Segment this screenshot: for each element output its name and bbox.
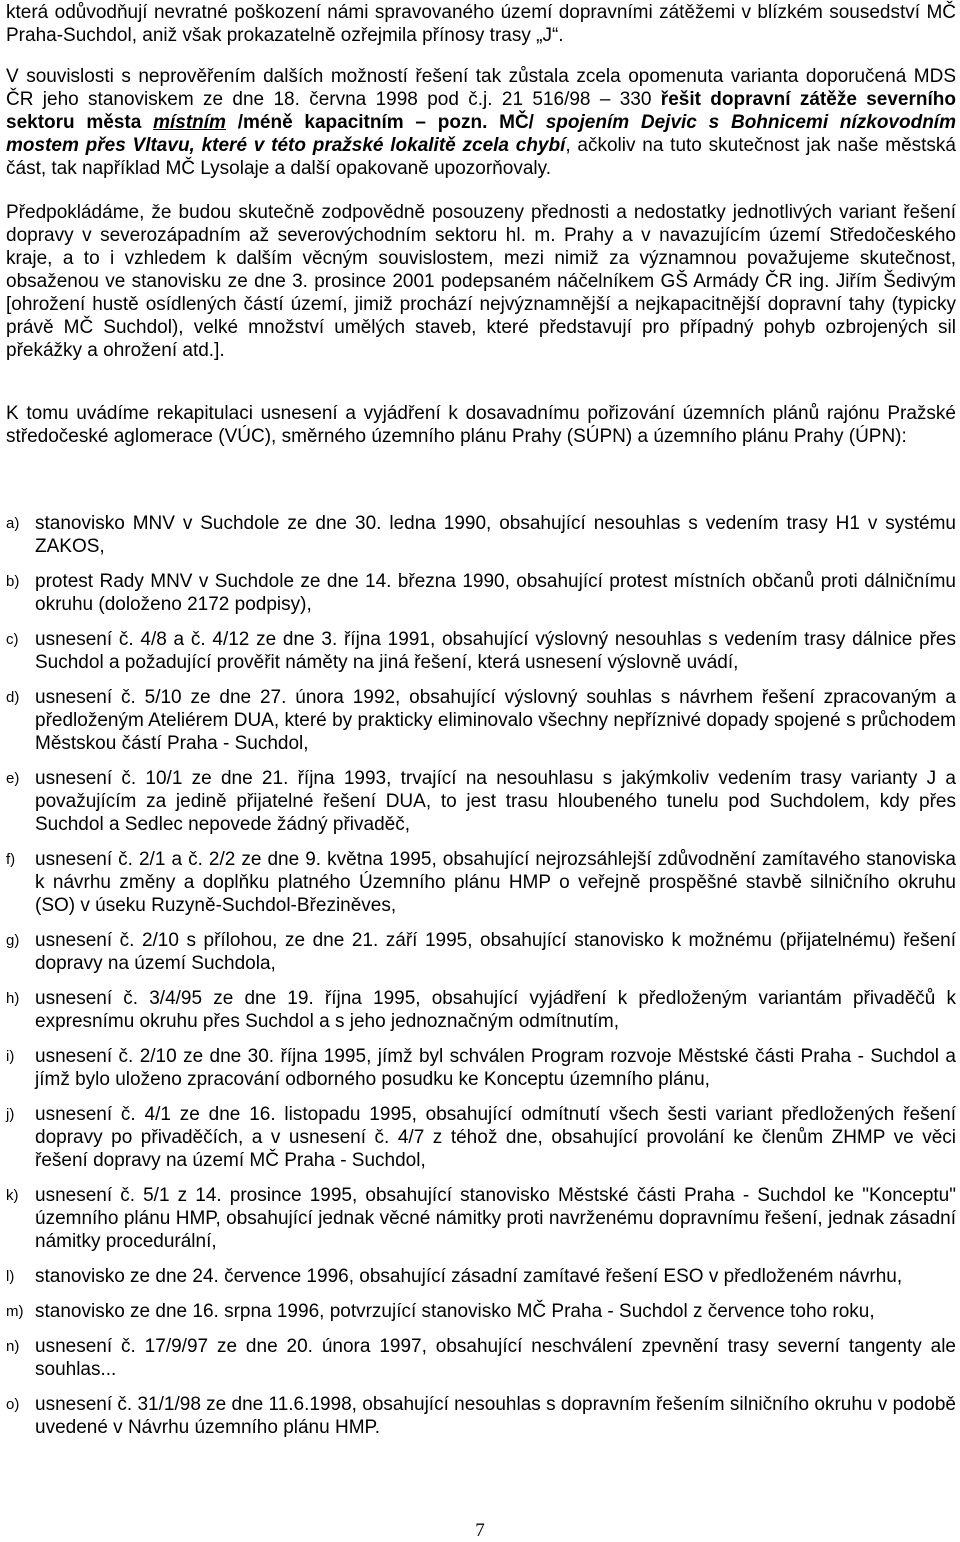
list-item-text: stanovisko ze dne 16. srpna 1996, potvrzující stanovisko MČ Praha - Suchdol z července toho roku,: [35, 1301, 875, 1322]
list-item-letter: o): [6, 1396, 20, 1413]
list-item-letter: m): [6, 1303, 24, 1320]
list-item-letter: f): [6, 851, 16, 868]
list-item: [6, 1103, 956, 1172]
list-item-letter: a): [6, 515, 20, 532]
list-item-text: usnesení č. 4/1 ze dne 16. listopadu 1995, obsahující odmítnutí všech šesti variant předložených řešení dopravy po přivaděčích, a v usnesení č. 4/7 z téhož dne, obsahující provolání ke členům ZHMP ve věci řešení dopravy na území MČ Praha - Suchdol,: [35, 1104, 956, 1171]
list-item: [6, 628, 956, 674]
list-item-text: usnesení č. 10/1 ze dne 21. října 1993, trvající na nesouhlasu s jakýmkoliv vedením trasy varianty J a považujícím za jedině přijatelné řešení DUA, to jest trasu hloubeného tunelu pod Suchdolem, kdy přes Suchdol a Sedlec nepovede žádný přivaděč,: [35, 768, 956, 835]
list-item-letter: j): [6, 1106, 15, 1123]
paragraph-4: K tomu uvádíme rekapitulaci usnesení a vyjádření k dosavadnímu pořizování územních plánů rajónu Pražské středočeské aglomerace (VÚC), směrného územního plánu Prahy (SÚPN) a územního plánu Prahy (ÚPN):: [6, 403, 956, 447]
list-item-letter: h): [6, 990, 20, 1007]
resolution-list: [6, 512, 956, 1438]
list-item-letter: b): [6, 573, 20, 590]
paragraph-2-bold: řešit dopravní zátěže severního sektoru města místním /méně kapacitním – pozn. MČ/ spojením Dejvic s Bohnicemi nízkovodním mostem přes Vltavu, které v této pražské lokalitě zcela chybí: [6, 89, 956, 156]
list-item-letter: n): [6, 1338, 20, 1355]
list-item-text: stanovisko ze dne 24. července 1996, obsahující zásadní zamítavé řešení ESO v předloženém návrhu,: [35, 1266, 903, 1287]
paragraph-1: která odůvodňují nevratné poškození námi spravovaného území dopravními zátěžemi v blízkém sousedství MČ Praha-Suchdol, aniž však prokazatelně ozřejmila přínosy trasy „J“.: [6, 2, 956, 46]
list-item-text: usnesení č. 4/8 a č. 4/12 ze dne 3. října 1991, obsahující výslovný nesouhlas s vedením trasy dálnice přes Suchdol a požadující prověřit náměty na jiná řešení, která usnesení výslovně uvádí,: [35, 629, 956, 673]
paragraph-2-intro: V souvislosti s neprověřením dalších možností řešení tak zůstala zcela opomenuta varianta doporučená MDS ČR jeho stanoviskem ze dne 18. června 1998 pod č.j. 21 516/98 – 330: [6, 66, 956, 110]
page-number: 7: [475, 1520, 485, 1541]
list-item-text: usnesení č. 31/1/98 ze dne 11.6.1998, obsahující nesouhlas s dopravním řešením silničního okruhu v podobě uvedené v Návrhu územního plánu HMP.: [35, 1394, 956, 1438]
paragraph-3: Předpokládáme, že budou skutečně zodpovědně posouzeny přednosti a nedostatky jednotlivých variant řešení dopravy v severozápadním až severovýchodním sektoru hl. m. Prahy a v navazujícím území Středočeského kraje, a to i vzhledem k dalším věcným souvislostem, mezi nimiž za významnou považujeme skutečnost, obsaženou ve stanovisku ze dne 3. prosince 2001 podepsaném náčelníkem GŠ Armády ČR ing. Jiřím Šedivým [ohrožení hustě osídlených částí území, jimiž prochází nejvýznamnější a nejkapacitnější dopravní tahy (typicky právě MČ Suchdol), velké množství umělých staveb, které představují pro případný pohyb ozbrojených sil překážky a ohrožení atd.].: [6, 202, 956, 361]
list-item-text: usnesení č. 17/9/97 ze dne 20. února 1997, obsahující neschválení zpevnění trasy severní tangenty ale souhlas...: [35, 1336, 956, 1380]
list-item-text: usnesení č. 2/1 a č. 2/2 ze dne 9. května 1995, obsahující nejrozsáhlejší zdůvodnění zamítavého stanoviska k návrhu změny a doplňku platného Územního plánu HMP o veřejně prospěšné stavbě silničního okruhu (SO) v úseku Ruzyně-Suchdol-Březiněves,: [35, 849, 956, 916]
list-item: [6, 1393, 956, 1439]
list-item: [6, 1184, 956, 1253]
list-item-text: usnesení č. 5/10 ze dne 27. února 1992, obsahující výslovný souhlas s návrhem řešení zpracovaným a předloženým Ateliérem DUA, které by prakticky eliminovalo všechny nepříznivé dopady spojené s průchodem Městskou částí Praha - Suchdol,: [35, 687, 956, 754]
paragraph-2-end: , ačkoliv na tuto skutečnost jak naše městská část, tak například MČ Lysolaje a další opakovaně upozorňovaly.: [6, 135, 956, 179]
list-item-text: usnesení č. 2/10 s přílohou, ze dne 21. září 1995, obsahující stanovisko k možnému (přijatelnému) řešení dopravy na území Suchdola,: [35, 930, 956, 974]
list-item: [6, 512, 956, 558]
list-item-letter: d): [6, 689, 20, 706]
list-item: [6, 1265, 956, 1288]
list-item: [6, 1335, 956, 1381]
list-item-letter: g): [6, 932, 20, 949]
list-item-letter: c): [6, 631, 19, 648]
list-item: [6, 987, 956, 1033]
list-item-letter: e): [6, 770, 20, 787]
list-item-letter: k): [6, 1187, 19, 1204]
list-item: [6, 1300, 956, 1323]
list-item-text: stanovisko MNV v Suchdole ze dne 30. ledna 1990, obsahující nesouhlas s vedením trasy H1 v systému ZAKOS,: [35, 513, 956, 557]
list-item: [6, 929, 956, 975]
paragraph-2: [6, 65, 956, 180]
list-item-text: protest Rady MNV v Suchdole ze dne 14. března 1990, obsahující protest místních občanů proti dálničnímu okruhu (doloženo 2172 podpisy),: [35, 571, 956, 615]
emphasis-mistnim: místním: [153, 112, 226, 133]
list-item: [6, 570, 956, 616]
list-item-text: usnesení č. 3/4/95 ze dne 19. října 1995, obsahující vyjádření k předloženým variantám přivaděčů k expresnímu okruhu přes Suchdol a s jeho jednoznačným odmítnutím,: [35, 988, 956, 1032]
list-item-letter: l): [6, 1268, 15, 1285]
list-item-text: usnesení č. 2/10 ze dne 30. října 1995, jímž byl schválen Program rozvoje Městské části Praha - Suchdol a jímž bylo uloženo zpracování odborného posudku ke Konceptu územního plánu,: [35, 1046, 956, 1090]
list-item: [6, 767, 956, 836]
list-item: [6, 1045, 956, 1091]
list-item: [6, 686, 956, 755]
list-item-text: usnesení č. 5/1 z 14. prosince 1995, obsahující stanovisko Městské části Praha - Suchdol ke "Konceptu" územního plánu HMP, obsahující jednak věcné námitky proti navrženému dopravnímu řešení, jednak zásadní námitky procedurální,: [35, 1185, 956, 1252]
list-item: [6, 848, 956, 917]
list-item-letter: i): [6, 1048, 15, 1065]
